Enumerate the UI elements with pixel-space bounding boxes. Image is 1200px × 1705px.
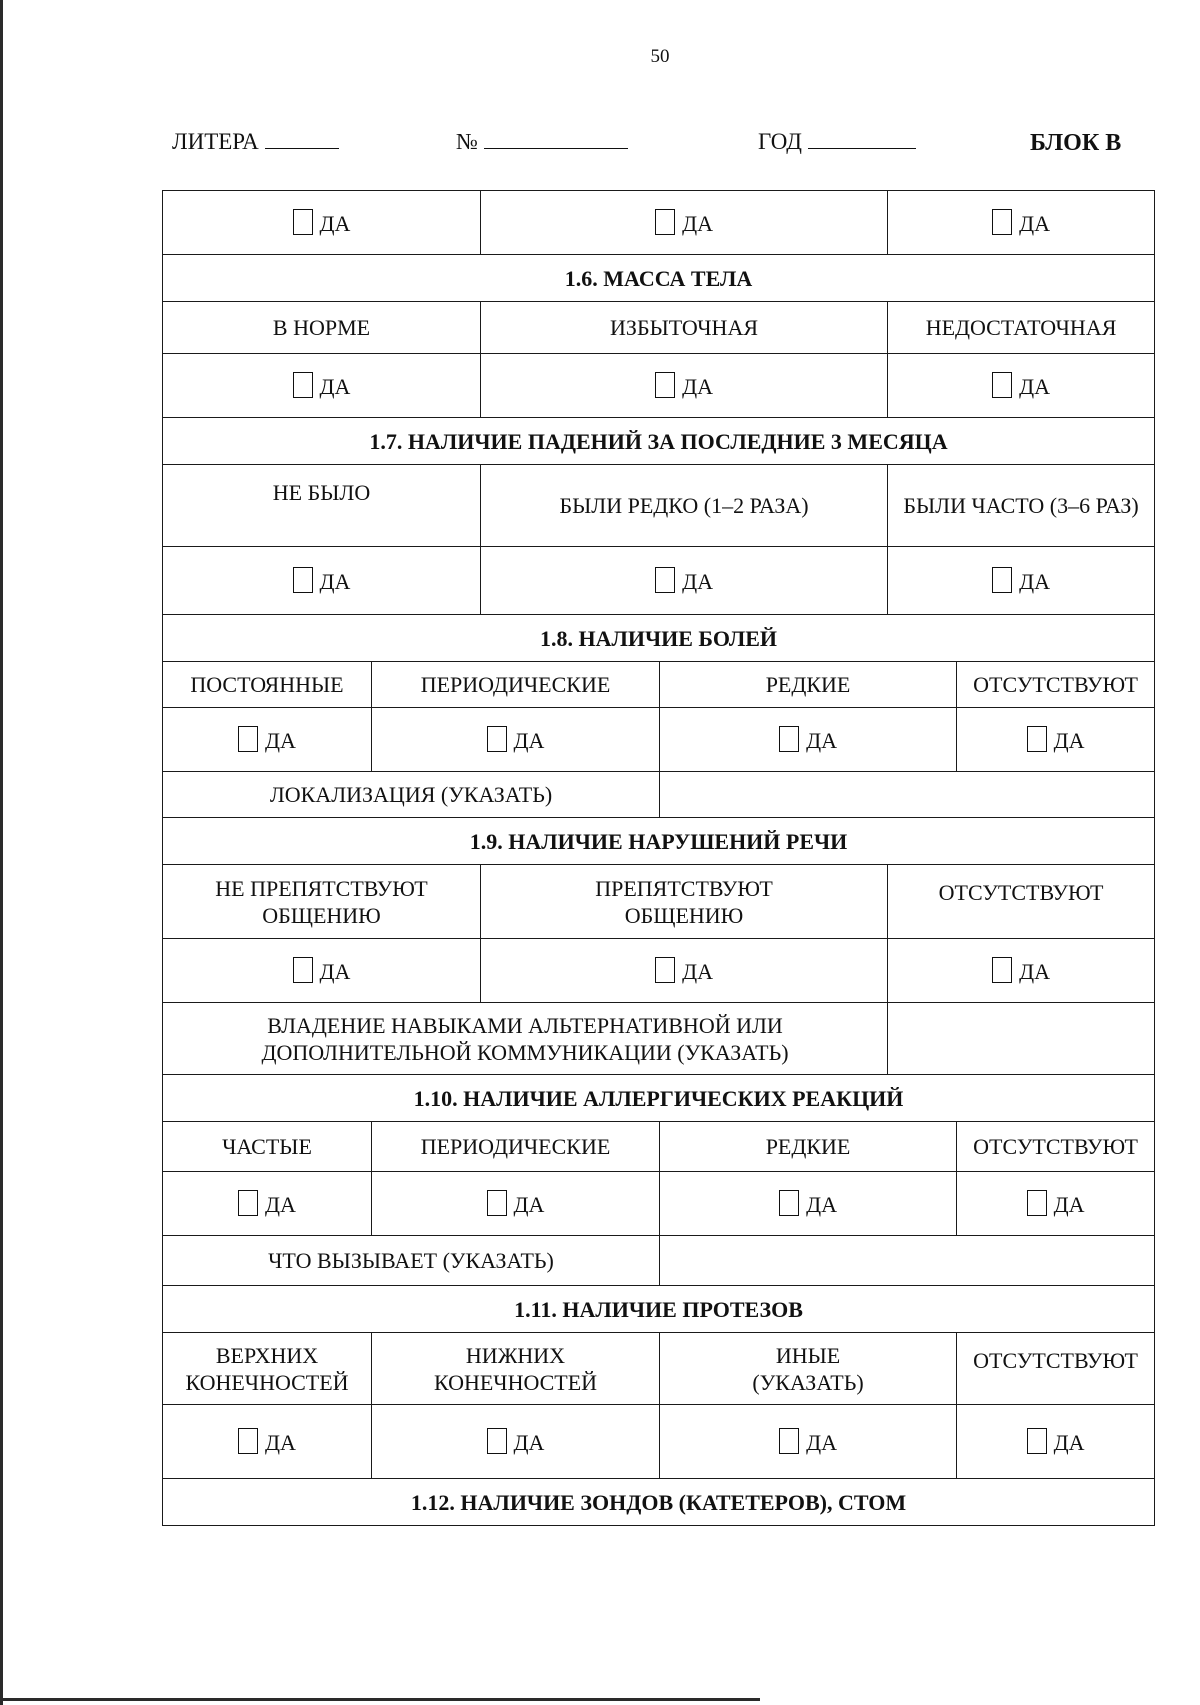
section-row bbox=[163, 818, 1155, 865]
option-label: РЕДКИЕ bbox=[660, 662, 957, 708]
answer-label: ДА bbox=[1053, 1191, 1085, 1217]
checkbox[interactable] bbox=[293, 372, 313, 398]
answer-cell[interactable] bbox=[163, 354, 481, 418]
checkbox[interactable] bbox=[655, 957, 675, 983]
allergen-input[interactable] bbox=[660, 1236, 1155, 1286]
answer-cell[interactable] bbox=[957, 708, 1155, 772]
table-row bbox=[163, 865, 1155, 939]
answer-label: ДА bbox=[1053, 727, 1085, 753]
answer-cell[interactable] bbox=[163, 547, 481, 615]
option-label-line: НЕ ПРЕПЯТСТВУЮТ bbox=[215, 875, 428, 901]
section-title-1-11: 1.11. НАЛИЧИЕ ПРОТЕЗОВ bbox=[163, 1286, 1155, 1333]
option-label bbox=[372, 1333, 660, 1405]
option-label: ПЕРИОДИЧЕСКИЕ bbox=[372, 1122, 660, 1172]
litera-label: ЛИТЕРА bbox=[172, 129, 259, 154]
section-row bbox=[163, 1479, 1155, 1526]
assessment-table bbox=[162, 190, 1155, 1526]
section-title-1-9: 1.9. НАЛИЧИЕ НАРУШЕНИЙ РЕЧИ bbox=[163, 818, 1155, 865]
answer-cell[interactable] bbox=[163, 1405, 372, 1479]
block-label: БЛОК В bbox=[1030, 130, 1122, 156]
answer-cell[interactable] bbox=[372, 708, 660, 772]
option-label: НЕДОСТАТОЧНАЯ bbox=[888, 302, 1155, 354]
section-row bbox=[163, 1075, 1155, 1122]
answer-label: ДА bbox=[513, 727, 545, 753]
answer-cell[interactable] bbox=[481, 547, 888, 615]
table-row bbox=[163, 547, 1155, 615]
answer-cell[interactable] bbox=[888, 547, 1155, 615]
answer-cell[interactable] bbox=[163, 191, 481, 255]
table-row bbox=[163, 302, 1155, 354]
option-label bbox=[163, 1333, 372, 1405]
checkbox[interactable] bbox=[655, 372, 675, 398]
answer-label: ДА bbox=[513, 1429, 545, 1455]
answer-label: ДА bbox=[806, 1191, 837, 1217]
answer-cell[interactable] bbox=[481, 354, 888, 418]
section-title-1-6: 1.6. МАССА ТЕЛА bbox=[163, 255, 1155, 302]
table-row bbox=[163, 465, 1155, 547]
table-row bbox=[163, 662, 1155, 708]
table-row bbox=[163, 1172, 1155, 1236]
checkbox[interactable] bbox=[655, 567, 675, 593]
answer-label: ДА bbox=[1019, 568, 1050, 594]
table-row bbox=[163, 354, 1155, 418]
option-label bbox=[660, 1333, 957, 1405]
table-row bbox=[163, 1003, 1155, 1075]
table-row bbox=[163, 939, 1155, 1003]
option-label: ОТСУТСТВУЮТ bbox=[888, 865, 1155, 939]
option-label: НЕ БЫЛО bbox=[163, 465, 481, 547]
option-label bbox=[481, 865, 888, 939]
checkbox[interactable] bbox=[992, 567, 1012, 593]
checkbox[interactable] bbox=[293, 209, 313, 235]
checkbox[interactable] bbox=[487, 726, 507, 752]
checkbox[interactable] bbox=[487, 1190, 507, 1216]
answer-cell[interactable] bbox=[163, 1172, 372, 1236]
checkbox[interactable] bbox=[1027, 726, 1047, 752]
checkbox[interactable] bbox=[1027, 1190, 1047, 1216]
communication-label-line: ДОПОЛНИТЕЛЬНОЙ КОММУНИКАЦИИ (УКАЗАТЬ) bbox=[261, 1039, 789, 1065]
checkbox[interactable] bbox=[779, 1190, 799, 1216]
answer-cell[interactable] bbox=[660, 1405, 957, 1479]
option-label: ПЕРИОДИЧЕСКИЕ bbox=[372, 662, 660, 708]
section-title-1-8: 1.8. НАЛИЧИЕ БОЛЕЙ bbox=[163, 615, 1155, 662]
section-title-1-7: 1.7. НАЛИЧИЕ ПАДЕНИЙ ЗА ПОСЛЕДНИЕ 3 МЕСЯЦА bbox=[163, 418, 1155, 465]
scan-edge-bottom bbox=[0, 1698, 760, 1701]
option-label: БЫЛИ ЧАСТО (3–6 РАЗ) bbox=[888, 465, 1155, 547]
answer-label: ДА bbox=[265, 1191, 296, 1217]
answer-label: ДА bbox=[319, 373, 351, 399]
section-title-1-12: 1.12. НАЛИЧИЕ ЗОНДОВ (КАТЕТЕРОВ), СТОМ bbox=[163, 1479, 1155, 1526]
number-label: № bbox=[456, 129, 478, 154]
answer-label: ДА bbox=[682, 373, 713, 399]
number-field[interactable] bbox=[456, 126, 628, 155]
checkbox[interactable] bbox=[779, 1428, 799, 1454]
option-label-line: КОНЕЧНОСТЕЙ bbox=[433, 1369, 598, 1395]
answer-label: ДА bbox=[682, 958, 713, 984]
option-label-line: ОБЩЕНИЮ bbox=[624, 902, 744, 928]
option-label-line: ПРЕПЯТСТВУЮТ bbox=[595, 875, 773, 901]
option-label: БЫЛИ РЕДКО (1–2 РАЗА) bbox=[481, 465, 888, 547]
checkbox[interactable] bbox=[992, 209, 1012, 235]
answer-cell[interactable] bbox=[957, 1172, 1155, 1236]
answer-label: ДА bbox=[265, 727, 296, 753]
year-label: ГОД bbox=[758, 129, 802, 154]
section-row bbox=[163, 1286, 1155, 1333]
table-row bbox=[163, 1405, 1155, 1479]
answer-label: ДА bbox=[682, 210, 713, 236]
localization-input[interactable] bbox=[660, 772, 1155, 818]
answer-cell[interactable] bbox=[481, 191, 888, 255]
option-label: ОТСУТСТВУЮТ bbox=[957, 1122, 1155, 1172]
answer-cell[interactable] bbox=[481, 939, 888, 1003]
page-number: 50 bbox=[650, 46, 670, 67]
answer-cell[interactable] bbox=[163, 939, 481, 1003]
checkbox[interactable] bbox=[655, 209, 675, 235]
answer-cell[interactable] bbox=[372, 1172, 660, 1236]
answer-label: ДА bbox=[265, 1429, 296, 1455]
answer-label: ДА bbox=[319, 568, 351, 594]
option-label-line: ВЕРХНИХ bbox=[215, 1342, 319, 1368]
checkbox[interactable] bbox=[1027, 1428, 1047, 1454]
localization-label: ЛОКАЛИЗАЦИЯ (УКАЗАТЬ) bbox=[163, 772, 660, 818]
option-label: РЕДКИЕ bbox=[660, 1122, 957, 1172]
scan-edge-left bbox=[0, 0, 3, 1705]
checkbox[interactable] bbox=[238, 726, 258, 752]
option-label: ОТСУТСТВУЮТ bbox=[957, 662, 1155, 708]
answer-cell[interactable] bbox=[163, 708, 372, 772]
answer-label: ДА bbox=[319, 958, 351, 984]
year-field[interactable] bbox=[758, 126, 916, 155]
answer-cell[interactable] bbox=[372, 1405, 660, 1479]
checkbox[interactable] bbox=[779, 726, 799, 752]
year-blank[interactable] bbox=[808, 126, 916, 149]
answer-label: ДА bbox=[513, 1191, 545, 1217]
section-row bbox=[163, 418, 1155, 465]
option-label: ОТСУТСТВУЮТ bbox=[957, 1333, 1155, 1405]
answer-label: ДА bbox=[806, 727, 837, 753]
checkbox[interactable] bbox=[992, 372, 1012, 398]
checkbox[interactable] bbox=[487, 1428, 507, 1454]
answer-cell[interactable] bbox=[888, 939, 1155, 1003]
checkbox[interactable] bbox=[238, 1428, 258, 1454]
answer-cell[interactable] bbox=[660, 708, 957, 772]
communication-label bbox=[163, 1003, 888, 1075]
option-label: В НОРМЕ bbox=[163, 302, 481, 354]
option-label: ИЗБЫТОЧНАЯ bbox=[481, 302, 888, 354]
answer-label: ДА bbox=[682, 568, 713, 594]
section-title-1-10: 1.10. НАЛИЧИЕ АЛЛЕРГИЧЕСКИХ РЕАКЦИЙ bbox=[163, 1075, 1155, 1122]
communication-label-line: ВЛАДЕНИЕ НАВЫКАМИ АЛЬТЕРНАТИВНОЙ ИЛИ bbox=[267, 1012, 783, 1038]
answer-label: ДА bbox=[1019, 958, 1050, 984]
answer-cell[interactable] bbox=[660, 1172, 957, 1236]
table-row bbox=[163, 708, 1155, 772]
table-row bbox=[163, 1236, 1155, 1286]
section-row bbox=[163, 255, 1155, 302]
litera-blank[interactable] bbox=[265, 126, 339, 149]
checkbox[interactable] bbox=[992, 957, 1012, 983]
table-row bbox=[163, 1333, 1155, 1405]
answer-label: ДА bbox=[1019, 210, 1050, 236]
communication-input[interactable] bbox=[888, 1003, 1155, 1075]
checkbox[interactable] bbox=[293, 957, 313, 983]
option-label-line: КОНЕЧНОСТЕЙ bbox=[185, 1369, 349, 1395]
table-row bbox=[163, 1122, 1155, 1172]
number-blank[interactable] bbox=[484, 126, 628, 149]
section-row bbox=[163, 615, 1155, 662]
option-label-line: (УКАЗАТЬ) bbox=[752, 1369, 864, 1395]
checkbox[interactable] bbox=[238, 1190, 258, 1216]
table-row bbox=[163, 191, 1155, 255]
option-label: ПОСТОЯННЫЕ bbox=[163, 662, 372, 708]
answer-cell[interactable] bbox=[957, 1405, 1155, 1479]
option-label-line: ОБЩЕНИЮ bbox=[262, 902, 381, 928]
option-label: ЧАСТЫЕ bbox=[163, 1122, 372, 1172]
answer-label: ДА bbox=[806, 1429, 837, 1455]
option-label-line: НИЖНИХ bbox=[465, 1342, 566, 1368]
answer-label: ДА bbox=[1019, 373, 1050, 399]
answer-label: ДА bbox=[319, 210, 351, 236]
table-row bbox=[163, 772, 1155, 818]
option-label bbox=[163, 865, 481, 939]
answer-cell[interactable] bbox=[888, 191, 1155, 255]
checkbox[interactable] bbox=[293, 567, 313, 593]
allergen-label: ЧТО ВЫЗЫВАЕТ (УКАЗАТЬ) bbox=[163, 1236, 660, 1286]
answer-label: ДА bbox=[1053, 1429, 1085, 1455]
option-label-line: ИНЫЕ bbox=[775, 1342, 841, 1368]
answer-cell[interactable] bbox=[888, 354, 1155, 418]
litera-field[interactable] bbox=[172, 126, 339, 155]
